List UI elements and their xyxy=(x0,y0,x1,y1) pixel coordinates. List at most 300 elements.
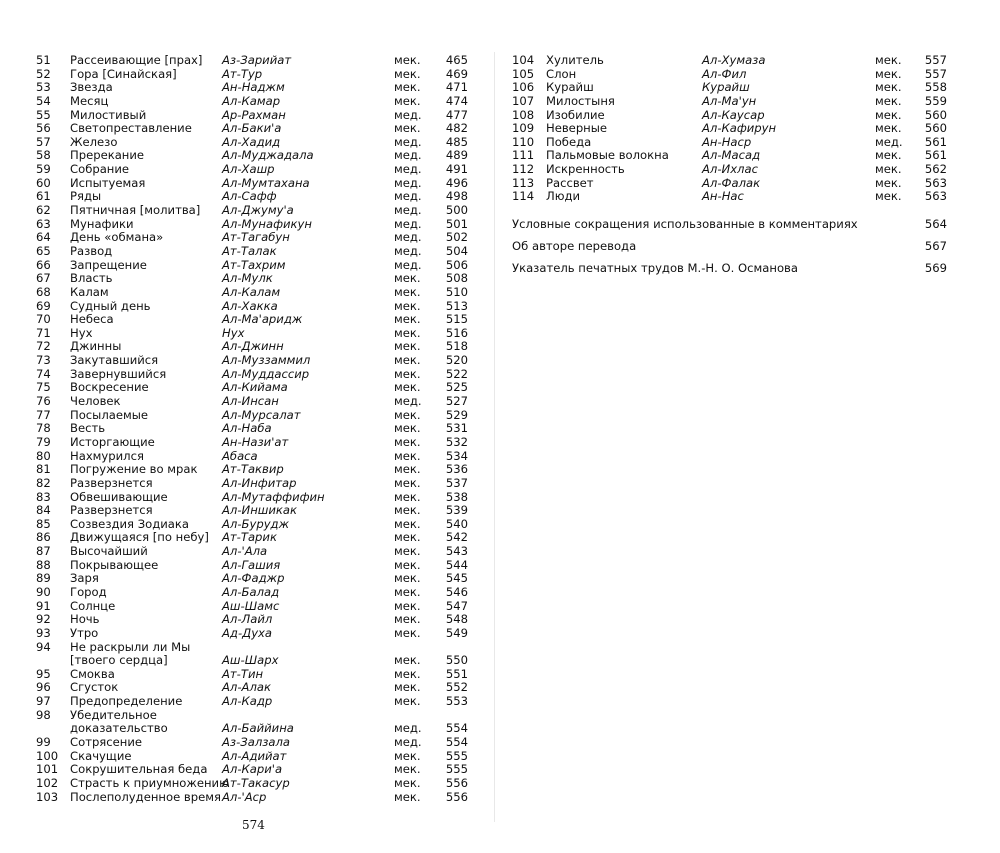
page-ref: 504 xyxy=(445,243,468,258)
surah-number: 59 xyxy=(36,162,51,177)
revelation-type: мек. xyxy=(394,366,421,381)
surah-arabic-title: Ат-Тур xyxy=(222,66,263,81)
revelation-type: мед. xyxy=(394,257,422,272)
toc-row xyxy=(512,68,952,82)
page-ref: 555 xyxy=(445,762,468,777)
page-ref: 547 xyxy=(445,598,468,613)
page-ref: 508 xyxy=(445,271,468,286)
toc-right-column xyxy=(512,54,952,275)
appendix-entry xyxy=(512,240,947,253)
surah-number: 112 xyxy=(512,162,535,177)
revelation-type: мед. xyxy=(394,203,422,218)
toc-row xyxy=(36,436,486,450)
revelation-type: мек. xyxy=(394,298,421,313)
surah-russian-title: Закутавшийся xyxy=(70,353,159,368)
surah-arabic-title: Ал-Джуму'а xyxy=(222,203,294,218)
surah-arabic-title: Ад-Духа xyxy=(222,625,273,640)
surah-arabic-title: Ан-Нази'ат xyxy=(222,434,289,449)
surah-arabic-title: Ал-Наба xyxy=(222,421,272,436)
surah-russian-title: Солнце xyxy=(70,598,116,613)
page-ref: 560 xyxy=(924,121,947,136)
revelation-type: мек. xyxy=(394,353,421,368)
surah-russian-title: Страсть к приумножению xyxy=(70,775,229,790)
revelation-type: мек. xyxy=(394,339,421,354)
toc-row xyxy=(512,54,952,68)
page-ref: 543 xyxy=(445,544,468,559)
surah-arabic-title: Ал-Инфитар xyxy=(222,475,297,490)
surah-number: 103 xyxy=(36,789,59,804)
surah-number: 74 xyxy=(36,366,51,381)
surah-russian-title: Власть xyxy=(70,271,113,286)
surah-number: 111 xyxy=(512,148,535,163)
surah-arabic-title: Нух xyxy=(222,325,245,340)
page-ref: 516 xyxy=(445,325,468,340)
page-ref: 548 xyxy=(445,612,468,627)
page-ref: 513 xyxy=(445,298,468,313)
surah-russian-title: Судный день xyxy=(70,298,151,313)
revelation-type: мек. xyxy=(394,748,421,763)
toc-row xyxy=(36,177,486,191)
surah-russian-title: Рассвет xyxy=(546,175,594,190)
surah-arabic-title: Ал-Кадр xyxy=(222,694,273,709)
toc-row xyxy=(36,668,486,682)
surah-russian-title: Покрывающее xyxy=(70,557,159,572)
surah-arabic-title: Аз-Зарийат xyxy=(222,53,292,67)
surah-russian-title: Запрещение xyxy=(70,257,147,272)
appendix-entry xyxy=(512,262,947,275)
surah-russian-title: Созвездия Зодиака xyxy=(70,516,189,531)
surah-russian-title: Город xyxy=(70,584,107,599)
surah-number: 82 xyxy=(36,475,51,490)
toc-row xyxy=(512,163,952,177)
appendix-label: Об авторе перевода xyxy=(512,239,637,254)
revelation-type: мек. xyxy=(394,312,421,327)
surah-arabic-title: Ан-Наджм xyxy=(222,80,285,95)
toc-row xyxy=(512,136,952,150)
toc-row xyxy=(36,368,486,382)
surah-number: 89 xyxy=(36,571,51,586)
surah-arabic-title: Ат-Тагабун xyxy=(222,230,290,245)
surah-number: 79 xyxy=(36,434,51,449)
surah-russian-title-line: доказательство xyxy=(70,721,168,736)
surah-russian-title xyxy=(70,709,222,736)
toc-row xyxy=(512,177,952,191)
surah-arabic-title: Ал-Муджадала xyxy=(222,148,314,163)
page-ref: 515 xyxy=(445,312,468,327)
page-ref: 551 xyxy=(445,666,468,681)
toc-row xyxy=(36,422,486,436)
toc-row xyxy=(512,95,952,109)
surah-number: 83 xyxy=(36,489,51,504)
revelation-type: мек. xyxy=(394,53,421,67)
surah-russian-title: Люди xyxy=(546,189,581,204)
appendix-label: Указатель печатных трудов М.-Н. О. Османова xyxy=(512,261,798,276)
surah-number: 93 xyxy=(36,625,51,640)
surah-russian-title: Милостыня xyxy=(546,93,615,108)
surah-russian-title: Движущаяся [по небу] xyxy=(70,530,209,545)
surah-number: 92 xyxy=(36,612,51,627)
surah-number: 106 xyxy=(512,80,535,95)
toc-row xyxy=(36,709,486,736)
surah-arabic-title: Ал-Камар xyxy=(222,93,281,108)
surah-russian-title: Пальмовые волокна xyxy=(546,148,669,163)
surah-number: 113 xyxy=(512,175,535,190)
revelation-type: мек. xyxy=(394,680,421,695)
surah-russian-title: Нахмурился xyxy=(70,448,144,463)
surah-arabic-title: Ал-Муззаммил xyxy=(222,353,311,368)
surah-russian-title: Хулитель xyxy=(546,53,604,67)
toc-row xyxy=(36,149,486,163)
page-ref: 549 xyxy=(445,625,468,640)
page-ref: 557 xyxy=(924,53,947,67)
revelation-type: мед. xyxy=(394,134,422,149)
revelation-type: мек. xyxy=(394,762,421,777)
surah-russian-title: Звезда xyxy=(70,80,113,95)
toc-row xyxy=(36,81,486,95)
revelation-type: мек. xyxy=(875,162,902,177)
surah-number: 91 xyxy=(36,598,51,613)
surah-number: 67 xyxy=(36,271,51,286)
page-ref: 498 xyxy=(445,189,468,204)
surah-arabic-title: Ал-'Аср xyxy=(222,789,267,804)
surah-russian-title: Нух xyxy=(70,325,93,340)
surah-arabic-title: Ал-Масад xyxy=(702,148,761,163)
toc-row xyxy=(512,109,952,123)
page-ref: 556 xyxy=(445,775,468,790)
toc-row xyxy=(36,763,486,777)
surah-number: 95 xyxy=(36,666,51,681)
surah-number: 61 xyxy=(36,189,51,204)
surah-number: 68 xyxy=(36,284,51,299)
revelation-type: мек. xyxy=(394,462,421,477)
surah-number: 56 xyxy=(36,121,51,136)
surah-russian-title: Обвешивающие xyxy=(70,489,168,504)
surah-number: 98 xyxy=(36,707,51,722)
surah-arabic-title: Ан-Наср xyxy=(702,134,752,149)
page-ref: 555 xyxy=(445,748,468,763)
surah-arabic-title: Ал-Хашр xyxy=(222,162,275,177)
page-ref: 563 xyxy=(924,189,947,204)
surah-arabic-title: Курайш xyxy=(702,80,750,95)
surah-number: 62 xyxy=(36,203,51,218)
surah-arabic-title: Ал-Мумтахана xyxy=(222,175,310,190)
toc-row xyxy=(36,204,486,218)
revelation-type: мек. xyxy=(394,80,421,95)
page-ref: 506 xyxy=(445,257,468,272)
toc-row xyxy=(36,300,486,314)
surah-number: 90 xyxy=(36,584,51,599)
surah-number: 72 xyxy=(36,339,51,354)
revelation-type: мек. xyxy=(394,516,421,531)
surah-arabic-title: Ар-Рахман xyxy=(222,107,286,122)
page-ref: 545 xyxy=(445,571,468,586)
revelation-type: мек. xyxy=(394,271,421,286)
surah-arabic-title: Ал-Хакка xyxy=(222,298,278,313)
toc-row xyxy=(36,190,486,204)
surah-number: 99 xyxy=(36,735,51,750)
toc-row xyxy=(36,54,486,68)
surah-arabic-title: Ал-Лайл xyxy=(222,612,273,627)
revelation-type: мек. xyxy=(394,93,421,108)
surah-arabic-title: Ал-Мутаффифин xyxy=(222,489,325,504)
toc-row xyxy=(36,613,486,627)
page-ref: 501 xyxy=(445,216,468,231)
surah-number: 84 xyxy=(36,503,51,518)
surah-number: 60 xyxy=(36,175,51,190)
surah-russian-title: Искренность xyxy=(546,162,625,177)
surah-arabic-title: Ат-Тин xyxy=(222,666,264,681)
surah-arabic-title: Ал-Мунафикун xyxy=(222,216,312,231)
page-ref: 518 xyxy=(445,339,468,354)
surah-arabic-title: Ал-Адийат xyxy=(222,748,287,763)
revelation-type: мек. xyxy=(394,666,421,681)
page-ref: 477 xyxy=(445,107,468,122)
surah-number: 75 xyxy=(36,380,51,395)
revelation-type: мед. xyxy=(394,721,422,736)
surah-arabic-title: Ал-Хумаза xyxy=(702,53,766,67)
surah-russian-title: Пререкание xyxy=(70,148,145,163)
surah-arabic-title: Ал-Инсан xyxy=(222,394,279,409)
surah-arabic-title: Ал-Каусар xyxy=(702,107,765,122)
surah-number: 51 xyxy=(36,53,51,67)
surah-arabic-title: Ал-Фил xyxy=(702,66,747,81)
page-ref: 550 xyxy=(445,653,468,668)
appendix-entry xyxy=(512,218,947,231)
surah-arabic-title: Ат-Тахрим xyxy=(222,257,286,272)
surah-number: 63 xyxy=(36,216,51,231)
surah-number: 73 xyxy=(36,353,51,368)
column-divider xyxy=(494,52,495,822)
surah-russian-title: Исторгающие xyxy=(70,434,155,449)
toc-row xyxy=(36,572,486,586)
surah-russian-title: Калам xyxy=(70,284,109,299)
surah-russian-title: Смоква xyxy=(70,666,115,681)
page-ref: 559 xyxy=(924,93,947,108)
surah-russian-title: Разверзнется xyxy=(70,475,153,490)
surah-number: 86 xyxy=(36,530,51,545)
surah-arabic-title: Ал-Кийама xyxy=(222,380,288,395)
surah-arabic-title: Ал-Бурудж xyxy=(222,516,290,531)
revelation-type: мед. xyxy=(394,148,422,163)
page-ref: 465 xyxy=(445,53,468,67)
toc-row xyxy=(36,791,486,805)
toc-row xyxy=(36,395,486,409)
revelation-type: мед. xyxy=(394,162,422,177)
revelation-type: мек. xyxy=(875,148,902,163)
page-number: 574 xyxy=(242,818,265,832)
surah-number: 81 xyxy=(36,462,51,477)
revelation-type: мек. xyxy=(875,175,902,190)
surah-russian-title: Рассеивающие [прах] xyxy=(70,53,203,67)
revelation-type: мек. xyxy=(394,421,421,436)
page-ref: 560 xyxy=(924,107,947,122)
surah-arabic-title: Ал-Джинн xyxy=(222,339,284,354)
surah-arabic-title: Ал-Кари'а xyxy=(222,762,283,777)
page-ref: 562 xyxy=(924,162,947,177)
revelation-type: мек. xyxy=(394,489,421,504)
page-ref: 553 xyxy=(445,694,468,709)
toc-row xyxy=(512,190,952,204)
surah-number: 54 xyxy=(36,93,51,108)
surah-number: 102 xyxy=(36,775,59,790)
page-ref: 469 xyxy=(445,66,468,81)
toc-row xyxy=(36,586,486,600)
surah-number: 69 xyxy=(36,298,51,313)
surah-arabic-title: Ал-Ихлас xyxy=(702,162,758,177)
revelation-type: мек. xyxy=(394,653,421,668)
surah-number: 55 xyxy=(36,107,51,122)
toc-row xyxy=(512,122,952,136)
surah-arabic-title: Ал-Балад xyxy=(222,584,280,599)
surah-arabic-title: Ал-Иншикак xyxy=(222,503,298,518)
surah-russian-title: Месяц xyxy=(70,93,109,108)
revelation-type: мед. xyxy=(394,216,422,231)
surah-arabic-title: Ал-Мулк xyxy=(222,271,273,286)
revelation-type: мед. xyxy=(394,175,422,190)
surah-number: 66 xyxy=(36,257,51,272)
surah-russian-title: Заря xyxy=(70,571,99,586)
surah-arabic-title: Абаса xyxy=(222,448,258,463)
toc-row xyxy=(36,695,486,709)
revelation-type: мек. xyxy=(394,325,421,340)
revelation-type: мед. xyxy=(394,107,422,122)
toc-row xyxy=(36,641,486,668)
revelation-type: мек. xyxy=(875,93,902,108)
toc-row xyxy=(36,504,486,518)
surah-russian-title: Небеса xyxy=(70,312,114,327)
surah-arabic-title: Ат-Таквир xyxy=(222,462,284,477)
surah-russian-title: Джинны xyxy=(70,339,122,354)
surah-arabic-title: Ал-Гашия xyxy=(222,557,281,572)
surah-number: 76 xyxy=(36,394,51,409)
page-ref: 534 xyxy=(445,448,468,463)
surah-number: 65 xyxy=(36,243,51,258)
surah-number: 85 xyxy=(36,516,51,531)
surah-number: 110 xyxy=(512,134,535,149)
surah-arabic-title: Ал-Муддассир xyxy=(222,366,310,381)
surah-number: 88 xyxy=(36,557,51,572)
page-ref: 474 xyxy=(445,93,468,108)
toc-row xyxy=(36,600,486,614)
page-ref: 489 xyxy=(445,148,468,163)
toc-row xyxy=(36,313,486,327)
surah-russian-title: Сокрушительная беда xyxy=(70,762,208,777)
toc-row xyxy=(36,463,486,477)
revelation-type: мек. xyxy=(394,284,421,299)
revelation-type: мек. xyxy=(394,598,421,613)
revelation-type: мек. xyxy=(394,544,421,559)
surah-russian-title: Предопределение xyxy=(70,694,183,709)
revelation-type: мед. xyxy=(394,189,422,204)
revelation-type: мек. xyxy=(394,475,421,490)
toc-row xyxy=(36,518,486,532)
page-ref: 557 xyxy=(924,66,947,81)
toc-row xyxy=(36,259,486,273)
surah-russian-title: Испытуемая xyxy=(70,175,146,190)
page-ref: 525 xyxy=(445,380,468,395)
revelation-type: мек. xyxy=(394,625,421,640)
page-ref: 540 xyxy=(445,516,468,531)
appendix-entries xyxy=(512,218,952,275)
surah-russian-title-line: Не раскрыли ли Мы xyxy=(70,639,191,654)
page-ref: 482 xyxy=(445,121,468,136)
surah-arabic-title: Ал-Баййина xyxy=(222,721,294,736)
surah-russian-title: Ряды xyxy=(70,189,102,204)
page-ref: 510 xyxy=(445,284,468,299)
toc-row xyxy=(36,245,486,259)
revelation-type: мек. xyxy=(394,789,421,804)
toc-row xyxy=(36,627,486,641)
page-ref: 527 xyxy=(445,394,468,409)
page-ref: 546 xyxy=(445,584,468,599)
surah-russian-title: День «обмана» xyxy=(70,230,164,245)
page-ref: 563 xyxy=(924,175,947,190)
surah-number: 104 xyxy=(512,53,535,67)
surah-russian-title: Ночь xyxy=(70,612,100,627)
page-ref: 554 xyxy=(445,721,468,736)
surah-russian-title: Разверзнется xyxy=(70,503,153,518)
page-ref: 531 xyxy=(445,421,468,436)
surah-number: 52 xyxy=(36,66,51,81)
surah-russian-title: Послеполуденное время xyxy=(70,789,221,804)
page-ref: 552 xyxy=(445,680,468,695)
surah-number: 80 xyxy=(36,448,51,463)
surah-arabic-title: Ал-'Ала xyxy=(222,544,268,559)
revelation-type: мек. xyxy=(394,571,421,586)
surah-number: 105 xyxy=(512,66,535,81)
toc-row xyxy=(36,136,486,150)
surah-russian-title: Человек xyxy=(70,394,121,409)
revelation-type: мек. xyxy=(394,434,421,449)
surah-russian-title-line: [твоего сердца] xyxy=(70,653,168,668)
surah-number: 77 xyxy=(36,407,51,422)
toc-row xyxy=(36,491,486,505)
page-ref: 537 xyxy=(445,475,468,490)
toc-row xyxy=(36,218,486,232)
toc-row xyxy=(36,95,486,109)
surah-arabic-title: Ал-Баки'а xyxy=(222,121,282,136)
surah-russian-title: Утро xyxy=(70,625,99,640)
revelation-type: мек. xyxy=(394,557,421,572)
page-ref: 538 xyxy=(445,489,468,504)
surah-number: 58 xyxy=(36,148,51,163)
surah-number: 71 xyxy=(36,325,51,340)
surah-arabic-title: Ат-Такасур xyxy=(222,775,290,790)
revelation-type: мек. xyxy=(394,380,421,395)
page-ref: 556 xyxy=(445,789,468,804)
surah-arabic-title: Ал-Калам xyxy=(222,284,281,299)
revelation-type: мек. xyxy=(875,121,902,136)
toc-row xyxy=(36,559,486,573)
surah-russian-title: Пятничная [молитва] xyxy=(70,203,201,218)
page-ref: 529 xyxy=(445,407,468,422)
surah-number: 64 xyxy=(36,230,51,245)
toc-left-column xyxy=(36,54,486,804)
surah-arabic-title: Аш-Шамс xyxy=(222,598,280,613)
surah-russian-title: Светопреставление xyxy=(70,121,192,136)
revelation-type: мек. xyxy=(875,66,902,81)
surah-russian-title: Милостивый xyxy=(70,107,147,122)
toc-row xyxy=(36,409,486,423)
revelation-type: мек. xyxy=(394,530,421,545)
surah-number: 97 xyxy=(36,694,51,709)
toc-row xyxy=(36,163,486,177)
revelation-type: мек. xyxy=(875,53,902,67)
page-ref: 485 xyxy=(445,134,468,149)
revelation-type: мед. xyxy=(394,230,422,245)
toc-row xyxy=(36,272,486,286)
revelation-type: мек. xyxy=(394,694,421,709)
